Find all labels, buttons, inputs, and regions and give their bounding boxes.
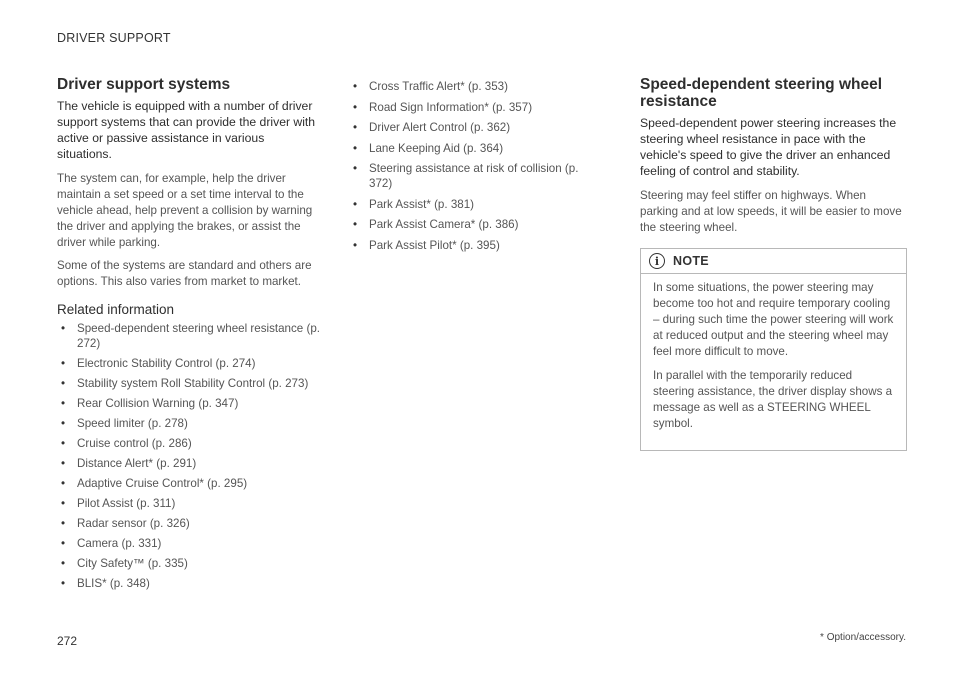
bullet-icon: • [61,417,66,430]
info-icon: i [649,253,665,269]
related-link[interactable]: • Driver Alert Control (p. 362) [353,121,511,134]
related-list-middle [349,79,584,253]
related-link[interactable]: • Camera (p. 331) [61,537,162,550]
note-box [640,248,907,451]
body-paragraph-2: Some of the systems are standard and others are options. This also varies from market to market. [57,259,312,288]
related-link[interactable]: • Cross Traffic Alert* (p. 353) [353,80,508,93]
section-title-steering-resistance: Speed-dependent steering wheel resistance [640,76,883,110]
bullet-icon: • [353,141,358,155]
note-body [641,274,906,450]
bullet-icon: • [353,100,358,114]
section-header: DRIVER SUPPORT [57,31,171,45]
page-number: 272 [57,634,78,648]
bullet-icon: • [61,322,66,335]
section-title-driver-support: Driver support systems [57,76,231,93]
related-link[interactable]: • Rear Collision Warning (p. 347) [61,397,239,410]
bullet-icon: • [61,377,66,390]
bullet-icon: • [353,121,358,134]
related-link[interactable]: • Radar sensor (p. 326) [61,517,190,530]
note-paragraph-1: In some situations, the power steering may become too hot and require temporary cooling – during such time the power steering will work at reduced output and the steering wheel may feel more difficult to move. [653,281,894,358]
bullet-icon: • [353,197,358,211]
related-link[interactable]: • Steering assistance at risk of collision (p. 372) [353,162,579,190]
related-information-heading: Related information [57,302,175,317]
related-link[interactable]: • Park Assist* (p. 381) [353,197,475,211]
related-link[interactable]: • Park Assist Camera* (p. 386) [353,218,519,231]
footnote: * Option/accessory. [820,632,906,643]
note-paragraph-2: In parallel with the temporarily reduced steering assistance, the driver display shows a message as well as a STEERING WHEEL symbol. [653,369,893,430]
bullet-icon: • [353,80,358,93]
related-link[interactable]: • Lane Keeping Aid (p. 364) [353,141,504,155]
related-link[interactable]: • Speed limiter (p. 278) [61,417,188,430]
bullet-icon: • [61,577,66,590]
related-link[interactable]: • Stability system Roll Stability Control (p. 273) [61,377,309,390]
bullet-icon: • [61,557,66,570]
bullet-icon: • [61,537,66,550]
related-link[interactable]: • Park Assist Pilot* (p. 395) [353,238,500,252]
intro-paragraph: Speed-dependent power steering increases the steering wheel resistance in pace with the vehicle's speed to give the driver an enhanced feeling of control and stability. [640,116,897,178]
left-column [57,76,322,596]
bullet-icon: • [61,357,66,370]
middle-column [349,75,584,258]
right-column [640,76,906,451]
note-label: NOTE [673,254,709,268]
related-link[interactable]: • Speed-dependent steering wheel resistance (p. 272) [61,322,320,350]
related-link[interactable]: • Distance Alert* (p. 291) [61,457,197,470]
related-link[interactable]: • Road Sign Information* (p. 357) [353,100,533,114]
bullet-icon: • [61,457,66,470]
bullet-icon: • [61,437,66,450]
bullet-icon: • [353,218,358,231]
body-paragraph: Steering may feel stiffer on highways. When parking and at low speeds, it will be easier to move the steering wheel. [640,189,902,234]
bullet-icon: • [61,517,66,530]
related-link[interactable]: • Adaptive Cruise Control* (p. 295) [61,477,248,490]
bullet-icon: • [61,497,66,510]
intro-paragraph: The vehicle is equipped with a number of driver support systems that can provide the driver with active or passive assistance in various situations. [57,99,316,161]
related-list-left [57,321,322,591]
related-link[interactable]: • Pilot Assist (p. 311) [61,497,176,510]
related-link[interactable]: • City Safety™ (p. 335) [61,557,188,570]
related-link[interactable]: • Cruise control (p. 286) [61,437,192,450]
body-paragraph-1: The system can, for example, help the driver maintain a set speed or a set time interval to the vehicle ahead, help prevent a collision by warning the driver and applying the brakes, or assist the driver while parking. [57,172,313,249]
bullet-icon: • [61,477,66,490]
note-header [641,249,906,274]
related-link[interactable]: • Electronic Stability Control (p. 274) [61,357,256,370]
related-link[interactable]: • BLIS* (p. 348) [61,577,150,590]
bullet-icon: • [353,238,358,252]
bullet-icon: • [353,162,358,175]
bullet-icon: • [61,397,66,410]
